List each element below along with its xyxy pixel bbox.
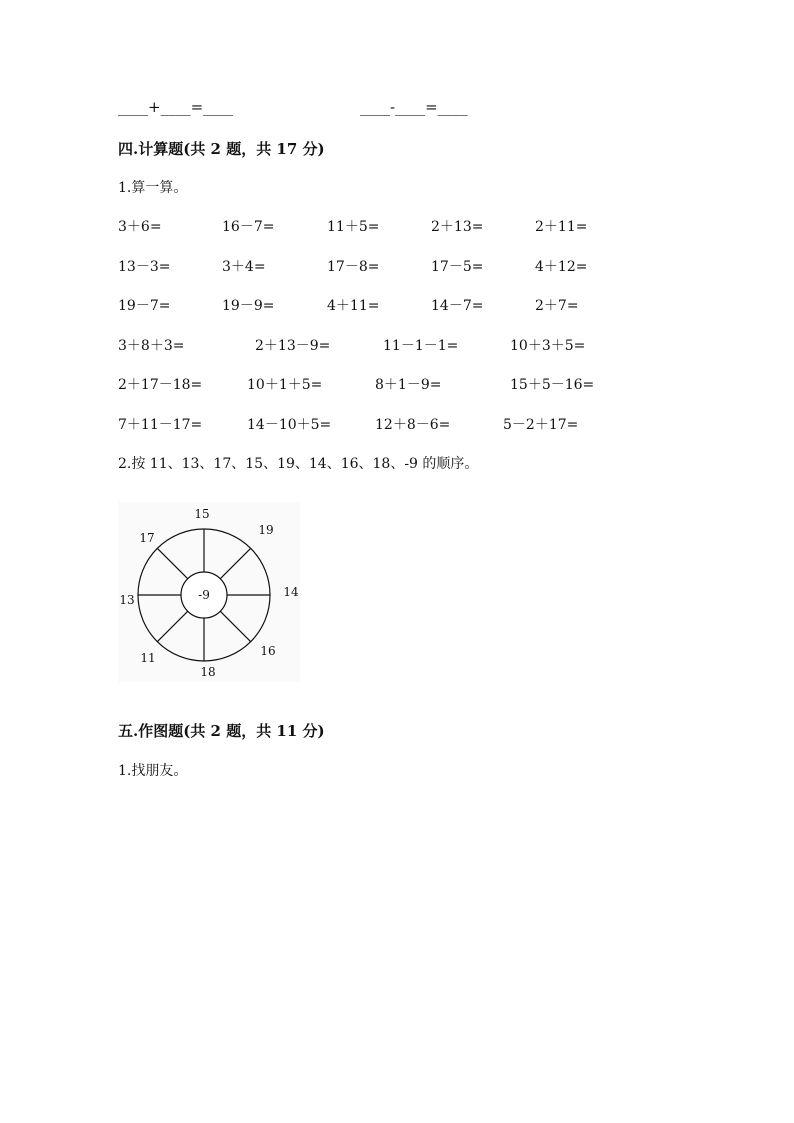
calc-item: 2＋17－18= <box>118 377 203 393</box>
wheel-outer-number: 17 <box>139 531 155 545</box>
calc-item: 2＋13－9= <box>255 338 331 354</box>
calc-item: 7＋11－17= <box>118 417 203 433</box>
calc-item: 19－9= <box>222 298 275 314</box>
question-5-1-label: 1.找朋友。 <box>118 763 188 779</box>
calc-item: 17－5= <box>431 259 484 275</box>
number-wheel-diagram <box>118 502 300 682</box>
calc-item: 10＋3＋5= <box>510 338 586 354</box>
calc-item: 3＋8＋3= <box>118 338 185 354</box>
section-4-title: 四.计算题(共 2 题，共 17 分) <box>118 140 325 158</box>
calc-item: 12＋8－6= <box>375 417 451 433</box>
wheel-outer-number: 16 <box>260 644 276 658</box>
wheel-outer-number: 15 <box>194 507 210 521</box>
calc-item: 11＋5= <box>327 219 380 235</box>
calc-item: 10＋1＋5= <box>247 377 323 393</box>
calc-item: 5－2＋17= <box>503 417 579 433</box>
fill-blank-addition: ____+____=____ <box>118 98 234 116</box>
calc-item: 16－7= <box>222 219 275 235</box>
wheel-outer-number: 18 <box>200 665 216 679</box>
calc-item: 14－7= <box>431 298 484 314</box>
calc-item: 17－8= <box>327 259 380 275</box>
calc-item: 15＋5－16= <box>510 377 595 393</box>
calc-item: 2＋13= <box>431 219 484 235</box>
wheel-outer-number: 19 <box>258 523 274 537</box>
calc-item: 19－7= <box>118 298 171 314</box>
fill-blank-subtraction: ____-____=____ <box>360 98 468 116</box>
calc-item: 14－10＋5= <box>247 417 332 433</box>
calc-item: 4＋11= <box>327 298 380 314</box>
calc-item: 3＋4= <box>222 259 266 275</box>
question-4-2-label: 2.按 11、13、17、15、19、14、16、18、-9 的顺序。 <box>118 456 479 472</box>
calc-item: 8＋1－9= <box>375 377 442 393</box>
question-4-1-label: 1.算一算。 <box>118 180 188 196</box>
wheel-outer-number: 11 <box>140 651 156 665</box>
wheel-outer-number: 13 <box>119 593 135 607</box>
section-5-title: 五.作图题(共 2 题，共 11 分) <box>118 722 325 740</box>
calc-item: 13－3= <box>118 259 171 275</box>
wheel-center-number: -9 <box>198 588 210 602</box>
calc-item: 2＋11= <box>535 219 588 235</box>
calc-item: 3＋6= <box>118 219 162 235</box>
wheel-outer-number: 14 <box>283 585 299 599</box>
calc-item: 4＋12= <box>535 259 588 275</box>
calc-item: 2＋7= <box>535 298 579 314</box>
calc-item: 11－1－1= <box>383 338 459 354</box>
